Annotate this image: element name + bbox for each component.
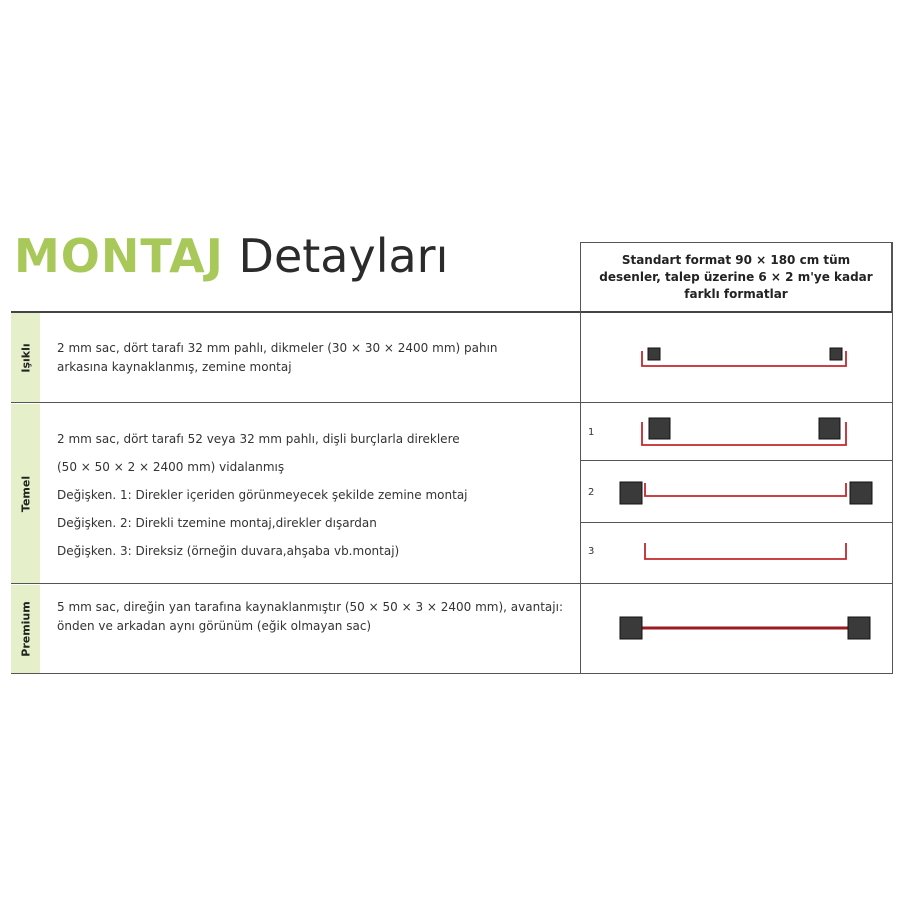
row-description [57,425,468,565]
description-line: önden ve arkadan aynı görünüm (eğik olmayan sac) [57,619,372,633]
post-square [649,418,670,439]
row-label-premium [11,585,40,673]
page-title [14,228,448,284]
row-label-text: Temel [19,475,32,512]
post-square [620,482,642,504]
row-description [57,598,563,636]
description-line: arkasına kaynaklanmış, zemine montaj [57,360,292,374]
post-square [848,617,870,639]
sheet-frame [642,422,846,445]
description-line: Değişken. 3: Direksiz (örneğin duvara,ahşaba vb.montaj) [57,544,400,558]
row-description [57,339,498,377]
post-square [850,482,872,504]
description-line: Değişken. 1: Direkler içeriden görünmeyecek şekilde zemine montaj [57,488,468,502]
description-line: (50 × 50 × 2 × 2400 mm) vidalanmış [57,460,285,474]
post-square [830,348,842,360]
row-label-text: Premium [19,601,32,657]
post-square [620,617,642,639]
isikli-mount-diagram [580,313,892,402]
description-line: 2 mm sac, dört tarafı 52 veya 32 mm pahlı, dişli burçlarla direklere [57,432,460,446]
temel-variant-2-diagram [580,461,892,522]
premium-mount-diagram [580,585,892,673]
variant-number: 1 [588,427,595,438]
format-header: Standart format 90 × 180 cm tüm desenler, talep üzerine 6 × 2 m'ye kadar farklı formatlar [580,242,892,312]
sheet-frame [642,351,846,366]
table-right-border [892,242,893,674]
row-divider [11,583,892,584]
sheet-frame [645,543,846,559]
description-line: 5 mm sac, direğin yan tarafına kaynaklanmıştır (50 × 50 × 3 × 2400 mm), avantajı: [57,600,563,614]
title-accent: MONTAJ [14,229,224,283]
table-bottom-rule [11,673,892,674]
title-rest: Detayları [223,229,449,283]
row-label-isikli [11,313,40,402]
temel-variant-1-diagram [580,404,892,460]
temel-variant-3-diagram [580,523,892,583]
description-line: Değişken. 2: Direkli tzemine montaj,direkler dışardan [57,516,377,530]
description-line: 2 mm sac, dört tarafı 32 mm pahlı, dikmeler (30 × 30 × 2400 mm) pahın [57,341,498,355]
post-square [648,348,660,360]
variant-number: 2 [588,487,595,498]
variant-number: 3 [588,546,595,557]
post-square [819,418,840,439]
row-label-temel [11,404,40,583]
row-divider [11,402,892,403]
row-label-text: Işıklı [19,342,32,373]
sheet-frame [645,483,846,496]
